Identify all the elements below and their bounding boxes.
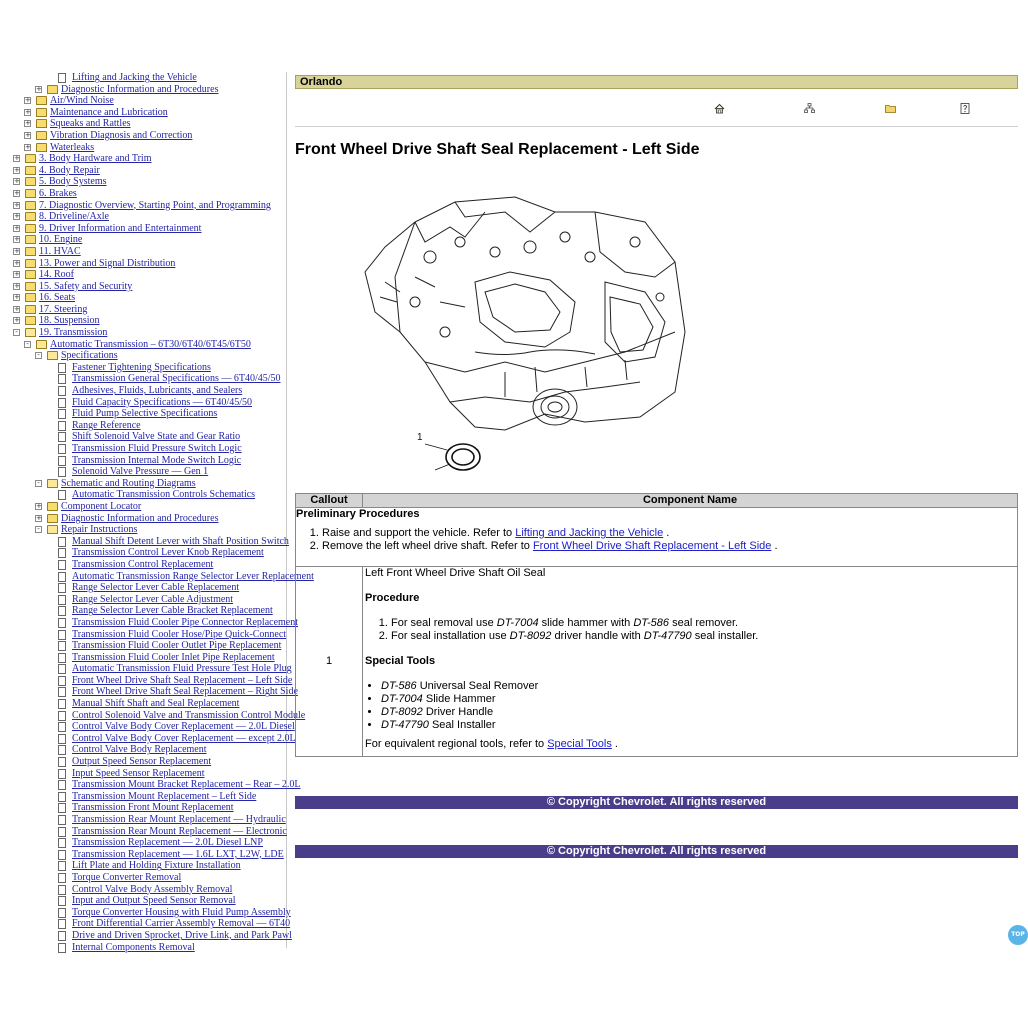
document-icon — [58, 583, 66, 593]
tree-item-label[interactable]: 15. Safety and Security — [39, 280, 133, 292]
tree-item[interactable] — [12, 535, 289, 548]
tree-item[interactable] — [12, 153, 286, 165]
document-icon — [58, 780, 66, 790]
tree-item-label[interactable]: Input and Output Speed Sensor Removal — [72, 895, 236, 907]
expand-icon[interactable]: + — [14, 200, 20, 209]
folder-icon — [47, 85, 58, 94]
tree-item[interactable] — [12, 188, 286, 200]
document-icon — [58, 803, 66, 813]
expand-icon[interactable]: + — [14, 281, 20, 290]
page-title: Front Wheel Drive Shaft Seal Replacement - Left Side — [295, 141, 700, 158]
tree-item-label[interactable]: 3. Body Hardware and Trim — [39, 153, 152, 165]
document-icon — [58, 374, 66, 384]
folder-icon — [25, 305, 36, 314]
tree-item-label[interactable]: Lifting and Jacking the Vehicle — [72, 72, 197, 83]
regional-tools-note: For equivalent regional tools, refer to Special Tools . — [365, 738, 618, 750]
tree-item-label[interactable]: Fastener Tightening Specifications — [72, 361, 211, 373]
document-icon — [58, 664, 66, 674]
folder-icon — [25, 201, 36, 210]
tree-item[interactable] — [12, 698, 286, 710]
tree-item-label[interactable]: Transmission Rear Mount Replacement — Electronic — [72, 825, 287, 837]
tree-item-label[interactable]: 8. Driveline/Axle — [39, 211, 109, 223]
document-icon — [58, 363, 66, 373]
tree-item[interactable] — [12, 350, 286, 362]
document-icon — [58, 873, 66, 883]
tree-item[interactable] — [12, 640, 286, 652]
tree-item[interactable] — [12, 547, 286, 559]
tree-item[interactable] — [12, 513, 286, 525]
document-icon — [58, 467, 66, 477]
document-icon — [58, 548, 66, 558]
document-icon — [58, 827, 66, 837]
tree-item[interactable] — [12, 721, 295, 733]
document-icon — [58, 687, 66, 697]
expand-icon[interactable]: + — [14, 270, 20, 279]
tree-item[interactable] — [12, 327, 286, 339]
tree-item-label[interactable]: Transmission Replacement — 2.0L Diesel LNP — [72, 837, 263, 849]
folder-icon — [25, 316, 36, 325]
tree-item-label[interactable]: Automatic Transmission Range Selector Lever Replacement — [72, 570, 314, 582]
preliminary-step-2: 2. Remove the left wheel drive shaft. Refer to Front Wheel Drive Shaft Replacement - Left Side . — [322, 540, 1017, 553]
lifting-jacking-link[interactable]: Lifting and Jacking the Vehicle — [515, 527, 664, 539]
tree-item[interactable] — [12, 872, 286, 884]
callout-header: Callout — [296, 494, 363, 508]
tree-item[interactable] — [12, 559, 286, 571]
component-name-header: Component Name — [363, 494, 1018, 508]
tree-item-label[interactable]: Front Wheel Drive Shaft Seal Replacement – Left Side — [72, 674, 293, 686]
tree-item[interactable] — [12, 142, 286, 154]
document-icon — [58, 444, 66, 454]
tree-item[interactable] — [12, 443, 286, 455]
procedure-step-2: 2. For seal installation use DT-8092 driver handle with DT-47790 seal installer. — [391, 630, 1015, 643]
tree-item-label[interactable]: Control Valve Body Replacement — [72, 744, 207, 756]
document-icon — [58, 73, 66, 83]
tree-item[interactable] — [12, 211, 286, 223]
component-cell — [363, 567, 1018, 757]
tree-item-label[interactable]: Diagnostic Information and Procedures — [61, 512, 219, 524]
tree-item[interactable] — [12, 281, 286, 293]
preliminary-heading: Preliminary Procedures — [296, 508, 420, 520]
expand-icon[interactable]: + — [14, 246, 20, 255]
document-icon — [58, 722, 66, 732]
folder-open-icon — [47, 479, 58, 488]
model-name: Orlando — [300, 76, 343, 88]
tree-item[interactable] — [12, 130, 286, 142]
tree-item-label[interactable]: Manual Shift Shaft and Seal Replacement — [72, 698, 240, 710]
tree-item[interactable] — [12, 895, 286, 907]
tree-item-label[interactable]: Waterleaks — [50, 141, 95, 153]
tree-item-label[interactable]: 19. Transmission — [39, 327, 108, 339]
tree-item[interactable] — [12, 304, 286, 316]
tree-item-label[interactable]: Torque Converter Removal — [72, 871, 182, 883]
expand-icon[interactable]: + — [14, 304, 20, 313]
document-icon — [58, 560, 66, 570]
tree-item-label[interactable]: Transmission Fluid Cooler Inlet Pipe Replacement — [72, 651, 275, 663]
document-icon — [58, 490, 66, 500]
tree-item[interactable] — [12, 942, 286, 954]
tree-item[interactable] — [12, 315, 286, 327]
tree-item-label[interactable]: Transmission Front Mount Replacement — [72, 802, 234, 814]
document-icon — [58, 943, 66, 953]
document-icon — [58, 850, 66, 860]
tree-item[interactable] — [12, 176, 286, 188]
folder-icon — [25, 166, 36, 175]
tree-item-label[interactable]: Air/Wind Noise — [50, 95, 114, 107]
tree-item[interactable] — [12, 768, 286, 780]
tree-item-label[interactable]: Squeaks and Rattles — [50, 118, 131, 130]
component-table — [295, 493, 1018, 757]
document-icon — [58, 409, 66, 419]
tree-item[interactable] — [12, 258, 286, 270]
folder-icon — [36, 119, 47, 128]
expand-icon[interactable]: + — [25, 96, 31, 105]
home-icon[interactable] — [714, 103, 725, 114]
tree-item[interactable] — [12, 339, 286, 351]
tree-item-label[interactable]: 9. Driver Information and Entertainment — [39, 222, 202, 234]
tree-item[interactable] — [12, 686, 298, 698]
help-icon[interactable] — [960, 103, 971, 114]
folder-icon — [25, 282, 36, 291]
tree-item-label[interactable]: 11. HVAC — [39, 245, 81, 257]
folder-icon — [36, 143, 47, 152]
tree-item-label[interactable]: Control Valve Body Cover Replacement — 2.0L Diesel — [72, 721, 295, 733]
folder-open-icon — [36, 340, 47, 349]
tree-item-label[interactable]: Control Valve Body Cover Replacement — except 2.0L — [72, 732, 296, 744]
document-icon — [58, 630, 66, 640]
special-tools-list — [365, 680, 1015, 732]
tree-item-label[interactable]: Torque Converter Housing with Fluid Pump Assembly — [72, 906, 291, 918]
tree-item[interactable] — [12, 292, 286, 304]
tree-item[interactable] — [12, 489, 286, 501]
tree-item-label[interactable]: Control Valve Body Assembly Removal — [72, 883, 233, 895]
callout-cell: 1 — [296, 567, 363, 757]
tree-item[interactable] — [12, 362, 286, 374]
special-tool-item: • DT-8092 Driver Handle — [381, 706, 1015, 719]
folder-icon — [25, 212, 36, 221]
tree-item-label[interactable]: Range Selector Lever Cable Replacement — [72, 582, 240, 594]
expand-icon[interactable]: + — [25, 130, 31, 139]
tree-item-label[interactable]: Lift Plate and Holding Fixture Installation — [72, 860, 241, 872]
tree-item-label[interactable]: 10. Engine — [39, 234, 83, 246]
document-icon — [58, 838, 66, 848]
tree-item-label[interactable]: Automatic Transmission Controls Schematics — [72, 489, 256, 501]
document-icon — [58, 919, 66, 929]
tree-item-label[interactable]: 17. Steering — [39, 303, 88, 315]
tree-item-label[interactable]: Internal Components Removal — [72, 941, 195, 953]
tree-item[interactable] — [12, 860, 286, 872]
nav-toolbar — [295, 96, 1018, 127]
tree-item-label[interactable]: 6. Brakes — [39, 187, 77, 199]
tree-item[interactable] — [12, 478, 286, 490]
document-icon — [58, 386, 66, 396]
tree-item[interactable] — [12, 814, 286, 826]
tree-item-label[interactable]: 4. Body Repair — [39, 164, 100, 176]
tree-item[interactable] — [12, 385, 286, 397]
tree-item[interactable] — [12, 84, 286, 96]
procedure-heading: Procedure — [365, 592, 420, 604]
document-icon — [58, 653, 66, 663]
tree-item[interactable] — [12, 594, 286, 606]
document-icon — [58, 885, 66, 895]
tree-item[interactable] — [12, 408, 286, 420]
tree-item[interactable] — [12, 431, 286, 443]
document-icon — [58, 711, 66, 721]
collapse-icon[interactable]: - — [24, 341, 31, 348]
folder-icon — [25, 224, 36, 233]
folder-icon — [36, 96, 47, 105]
tree-item[interactable] — [12, 849, 286, 861]
tree-item-label[interactable]: Transmission General Specifications — 6T40/45/50 — [72, 373, 281, 385]
special-tool-item: • DT-7004 Slide Hammer — [381, 693, 1015, 706]
document-icon — [58, 734, 66, 744]
tree-item-label[interactable]: Manual Shift Detent Lever with Shaft Position Switch — [72, 535, 289, 547]
tree-item-label[interactable]: Specifications — [61, 350, 118, 362]
tree-item[interactable] — [12, 455, 286, 467]
expand-icon[interactable]: + — [14, 212, 20, 221]
tree-item-label[interactable]: 16. Seats — [39, 292, 76, 304]
expand-icon[interactable]: + — [36, 84, 42, 93]
tree-item[interactable] — [12, 582, 286, 594]
expand-icon[interactable]: + — [14, 165, 20, 174]
tree-item-label[interactable]: Automatic Transmission Fluid Pressure Test Hole Plug — [72, 663, 292, 675]
tree-item[interactable] — [12, 269, 286, 281]
tree-item[interactable] — [12, 616, 299, 629]
document-icon — [58, 398, 66, 408]
tree-item[interactable] — [12, 652, 286, 664]
tree-item-label[interactable]: Range Selector Lever Cable Adjustment — [72, 593, 234, 605]
document-icon — [58, 769, 66, 779]
tree-item-label[interactable]: Transmission Control Replacement — [72, 558, 214, 570]
scroll-to-top-button[interactable]: TOP — [1008, 925, 1028, 945]
tree-item[interactable] — [12, 918, 291, 930]
document-icon — [58, 757, 66, 767]
tree-item-label[interactable]: Automatic Transmission – 6T30/6T40/6T45/6T50 — [50, 338, 251, 350]
document-icon — [58, 896, 66, 906]
tree-item[interactable] — [12, 570, 314, 583]
tree-item[interactable] — [12, 802, 286, 814]
document-icon — [58, 699, 66, 709]
tree-item-label[interactable]: Fluid Capacity Specifications — 6T40/45/50 — [72, 396, 252, 408]
transmission-illustration — [355, 182, 690, 478]
document-icon — [58, 432, 66, 442]
document-icon — [58, 745, 66, 755]
tree-item-label[interactable]: 7. Diagnostic Overview, Starting Point, and Programming — [39, 199, 271, 211]
expand-icon[interactable]: + — [14, 223, 20, 232]
tree-item[interactable] — [12, 837, 286, 849]
folder-open-icon — [47, 351, 58, 360]
special-tools-heading: Special Tools — [365, 655, 436, 667]
tree-item-label[interactable]: Adhesives, Fluids, Lubricants, and Sealers — [72, 385, 243, 397]
folder-icon — [25, 270, 36, 279]
tree-item[interactable] — [12, 107, 286, 119]
tree-item-label[interactable]: 5. Body Systems — [39, 176, 107, 188]
special-tool-item: • DT-47790 Seal Installer — [381, 719, 1015, 732]
model-header-bar — [295, 75, 1018, 89]
tree-item-label[interactable]: 18. Suspension — [39, 315, 100, 327]
expand-icon[interactable]: + — [25, 119, 31, 128]
tree-item-label[interactable]: Drive and Driven Sprocket, Drive Link, and Park Pawl — [72, 929, 292, 941]
special-tools-link[interactable]: Special Tools — [547, 738, 612, 750]
tree-item[interactable] — [12, 397, 286, 409]
folder-icon — [25, 154, 36, 163]
tree-item-label[interactable]: Transmission Mount Replacement – Left Side — [72, 790, 257, 802]
folder-open-icon — [25, 328, 36, 337]
tree-item-label[interactable]: Maintenance and Lubrication — [50, 106, 168, 118]
tree-item[interactable] — [12, 524, 286, 536]
sitemap-icon[interactable] — [804, 103, 815, 114]
expand-icon[interactable]: + — [14, 316, 20, 325]
tree-item-label[interactable]: Shift Solenoid Valve State and Gear Ratio — [72, 431, 241, 443]
collapse-icon[interactable]: - — [35, 480, 42, 487]
tree-item[interactable] — [12, 246, 286, 258]
folder-icon — [47, 502, 58, 511]
folder-icon[interactable] — [885, 103, 896, 114]
component-name: Left Front Wheel Drive Shaft Oil Seal — [365, 567, 546, 579]
tree-item[interactable] — [12, 373, 286, 385]
document-icon — [58, 618, 66, 628]
tree-item[interactable] — [12, 744, 286, 756]
tree-item[interactable] — [12, 234, 286, 246]
tree-item[interactable] — [12, 223, 286, 235]
document-icon — [58, 815, 66, 825]
folder-icon — [25, 293, 36, 302]
document-icon — [58, 676, 66, 686]
folder-open-icon — [47, 525, 58, 534]
document-icon — [58, 595, 66, 605]
tree-item[interactable] — [12, 929, 292, 942]
folder-icon — [25, 189, 36, 198]
tree-item[interactable] — [12, 906, 291, 919]
tree-item-label[interactable]: Input Speed Sensor Replacement — [72, 767, 205, 779]
tree-item[interactable] — [12, 605, 286, 617]
tree-item-label[interactable]: Front Wheel Drive Shaft Seal Replacement – Right Side — [72, 686, 298, 698]
document-icon — [58, 931, 66, 941]
diagram-callout-label: 1 — [417, 432, 423, 443]
collapse-icon[interactable]: - — [13, 329, 20, 336]
document-icon — [58, 606, 66, 616]
tree-item[interactable] — [12, 165, 286, 177]
document-icon — [58, 572, 66, 582]
tree-item[interactable] — [12, 756, 286, 768]
folder-icon — [36, 108, 47, 117]
tree-item-label[interactable]: Output Speed Sensor Replacement — [72, 756, 212, 768]
tree-item-label[interactable]: Transmission Rear Mount Replacement — Hydraulic — [72, 814, 286, 825]
expand-icon[interactable]: + — [25, 107, 31, 116]
copyright-bar: © Copyright Chevrolet. All rights reserved — [295, 796, 1018, 809]
procedure-step-1: 1. For seal removal use DT-7004 slide hammer with DT-586 seal remover. — [391, 617, 1015, 630]
tree-item[interactable] — [12, 420, 286, 432]
tree-item-label[interactable]: Transmission Fluid Cooler Hose/Pipe Quick-Connect — [72, 628, 287, 640]
tree-item-label[interactable]: Range Reference — [72, 419, 141, 431]
tree-item-label[interactable]: Fluid Pump Selective Specifications — [72, 408, 218, 420]
tree-item[interactable] — [12, 200, 286, 212]
tree-item-label[interactable]: Control Solenoid Valve and Transmission Control Module — [72, 709, 306, 721]
tree-item[interactable] — [12, 466, 286, 478]
document-icon — [58, 908, 66, 918]
tree-item-label[interactable]: Vibration Diagnosis and Correction — [50, 129, 193, 141]
tree-item-label[interactable]: Diagnostic Information and Procedures — [61, 83, 219, 95]
document-icon — [58, 456, 66, 466]
tree-item[interactable] — [12, 501, 286, 513]
tree-item-label[interactable]: Transmission Control Lever Knob Replacement — [72, 547, 264, 559]
drive-shaft-replacement-link[interactable]: Front Wheel Drive Shaft Replacement - Left Side — [532, 539, 772, 552]
tree-item-label[interactable]: Range Selector Lever Cable Bracket Replacement — [72, 605, 273, 617]
tree-item-label[interactable]: 13. Power and Signal Distribution — [39, 257, 176, 269]
tree-item[interactable] — [12, 791, 286, 803]
expand-icon[interactable]: + — [36, 501, 42, 510]
tree-item[interactable] — [12, 826, 286, 838]
collapse-icon[interactable]: - — [35, 352, 42, 359]
folder-icon — [36, 131, 47, 140]
expand-icon[interactable]: + — [36, 513, 42, 522]
collapse-icon[interactable]: - — [35, 526, 42, 533]
tree-item-label[interactable]: Front Differential Carrier Assembly Removal — 6T40 — [72, 918, 291, 930]
folder-icon — [25, 259, 36, 268]
tree-item-label[interactable]: 14. Roof — [39, 269, 74, 281]
preliminary-step-1: 1. Raise and support the vehicle. Refer to Lifting and Jacking the Vehicle . — [322, 527, 1017, 540]
expand-icon[interactable]: + — [14, 177, 20, 186]
preliminary-procedures — [296, 508, 1018, 567]
tree-item-label[interactable]: Component Locator — [61, 500, 142, 512]
tree-item-label[interactable]: Schematic and Routing Diagrams — [61, 477, 196, 489]
document-icon — [58, 792, 66, 802]
expand-icon[interactable]: + — [14, 154, 20, 163]
tree-item[interactable] — [12, 629, 286, 641]
folder-icon — [25, 235, 36, 244]
tree-item[interactable] — [12, 884, 286, 896]
tree-item-label[interactable]: Transmission Mount Bracket Replacement – Rear – 2.0L — [72, 779, 301, 791]
document-icon — [58, 861, 66, 871]
copyright-bar-2: © Copyright Chevrolet. All rights reserved — [295, 845, 1018, 858]
expand-icon[interactable]: + — [14, 235, 20, 244]
expand-icon[interactable]: + — [14, 258, 20, 267]
navigation-tree — [12, 72, 314, 953]
tree-item-label[interactable]: Transmission Internal Mode Switch Logic — [72, 454, 242, 466]
special-tool-item: • DT-586 Universal Seal Remover — [381, 680, 1015, 693]
tree-item-label[interactable]: Transmission Fluid Pressure Switch Logic — [72, 443, 242, 454]
tree-item[interactable] — [12, 95, 286, 107]
tree-item[interactable] — [12, 72, 286, 84]
expand-icon[interactable]: + — [14, 293, 20, 302]
expand-icon[interactable]: + — [14, 188, 20, 197]
tree-item[interactable] — [12, 709, 306, 722]
folder-icon — [25, 177, 36, 186]
tree-item[interactable] — [12, 732, 296, 745]
document-icon — [58, 641, 66, 651]
expand-icon[interactable]: + — [25, 142, 31, 151]
folder-icon — [47, 514, 58, 523]
document-icon — [58, 537, 66, 547]
tree-item[interactable] — [12, 674, 293, 687]
tree-item-label[interactable]: Transmission Fluid Cooler Outlet Pipe Replacement — [72, 640, 282, 652]
tree-item-label[interactable]: Transmission Replacement — 1.6L LXT, L2W, LDE — [72, 848, 284, 860]
tree-item-label[interactable]: Repair Instructions — [61, 524, 138, 536]
folder-icon — [25, 247, 36, 256]
document-icon — [58, 421, 66, 431]
tree-item-label[interactable]: Transmission Fluid Cooler Pipe Connector Replacement — [72, 616, 299, 628]
tree-item[interactable] — [12, 663, 292, 675]
tree-item[interactable] — [12, 779, 301, 791]
tree-item[interactable] — [12, 118, 286, 130]
tree-item-label[interactable]: Solenoid Valve Pressure — Gen 1 — [72, 466, 209, 478]
